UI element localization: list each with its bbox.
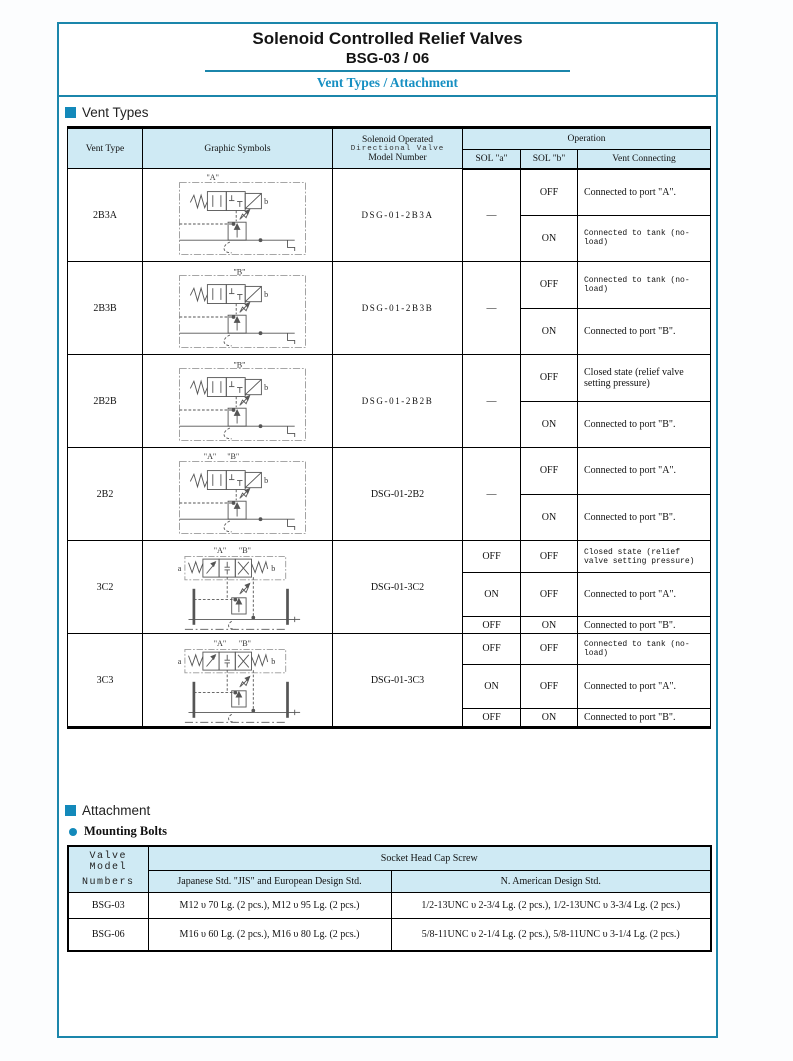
mounting-bolt-row	[68, 893, 711, 919]
col-header-operation: Operation	[463, 128, 711, 150]
model-number-cell: DSG-01-2B3B	[333, 262, 463, 355]
svg-text:b: b	[270, 656, 275, 666]
vent-type-cell: 3C3	[68, 634, 143, 728]
sol-b-cell: OFF	[521, 541, 578, 573]
vent-type-state-row	[68, 541, 711, 573]
graphic-symbol-cell	[143, 541, 333, 634]
graphic-symbol-cell	[143, 448, 333, 541]
vent-connecting-cell: Connected to tank (no-load)	[578, 215, 711, 262]
col-header-jis-std: Japanese Std. "JIS" and European Design Std.	[148, 870, 391, 892]
hydraulic-symbol-3pos	[152, 542, 324, 632]
sol-b-cell: OFF	[521, 262, 578, 309]
vent-type-state-row	[68, 169, 711, 216]
svg-text:"B": "B"	[233, 267, 245, 277]
sol-a-cell: ON	[463, 573, 521, 617]
sol-b-cell: ON	[521, 617, 578, 634]
svg-text:b: b	[263, 197, 268, 207]
vent-type-cell: 2B2B	[68, 355, 143, 448]
vent-type-state-row	[68, 355, 711, 402]
graphic-symbol-cell	[143, 355, 333, 448]
sol-b-cell: OFF	[521, 573, 578, 617]
vent-connecting-cell: Connected to port "A".	[578, 448, 711, 495]
vent-connecting-cell: Closed state (relief valve setting pressure)	[578, 355, 711, 402]
hydraulic-symbol-2pos	[152, 263, 324, 353]
sol-b-cell: ON	[521, 708, 578, 727]
col-header-sol-b: SOL "b"	[521, 150, 578, 169]
valve-model-line2: Numbers	[81, 877, 135, 888]
svg-text:"A": "A"	[213, 545, 226, 555]
model-number-cell: DSG-01-3C3	[333, 634, 463, 728]
svg-text:"A": "A"	[213, 638, 226, 648]
col-header-graphic-symbols: Graphic Symbols	[143, 128, 333, 169]
vent-connecting-cell: Connected to port "B".	[578, 617, 711, 634]
square-bullet-icon	[65, 805, 76, 816]
svg-text:b: b	[263, 476, 268, 486]
col-header-vent-type: Vent Type	[68, 128, 143, 169]
vent-type-state-row	[68, 448, 711, 495]
col-header-vent-connecting: Vent Connecting	[578, 150, 711, 169]
square-bullet-icon	[65, 107, 76, 118]
model-header-line2: Directional Valve	[350, 144, 445, 153]
model-header-line1: Solenoid Operated	[362, 134, 433, 145]
sol-a-cell: —	[463, 355, 521, 448]
sol-b-cell: OFF	[521, 664, 578, 708]
mounting-bolt-row	[68, 919, 711, 951]
vent-connecting-cell: Connected to tank (no-load)	[578, 262, 711, 309]
sol-a-cell: ON	[463, 664, 521, 708]
sol-a-cell: OFF	[463, 617, 521, 634]
sol-b-cell: ON	[521, 215, 578, 262]
svg-text:"B": "B"	[238, 638, 251, 648]
svg-text:b: b	[263, 383, 268, 393]
sol-b-cell: ON	[521, 494, 578, 541]
graphic-symbol-cell	[143, 262, 333, 355]
svg-text:"B": "B"	[233, 360, 245, 370]
valve-model-cell: BSG-03	[68, 893, 148, 919]
vent-connecting-cell: Connected to port "B".	[578, 494, 711, 541]
vent-connecting-cell: Connected to port "A".	[578, 664, 711, 708]
page-title: Solenoid Controlled Relief Valves	[252, 29, 523, 48]
graphic-symbol-cell	[143, 634, 333, 728]
sol-a-cell: —	[463, 262, 521, 355]
vent-connecting-cell: Connected to port "B".	[578, 308, 711, 355]
vent-connecting-cell: Connected to port "B".	[578, 401, 711, 448]
vent-type-cell: 3C2	[68, 541, 143, 634]
sol-b-cell: OFF	[521, 448, 578, 495]
col-header-socket-head-cap-screw: Socket Head Cap Screw	[148, 846, 711, 870]
model-header-line3: Model Number	[368, 152, 427, 163]
section-tab-title: Vent Types / Attachment	[316, 75, 459, 90]
sol-b-cell: ON	[521, 308, 578, 355]
graphic-symbol-cell	[143, 169, 333, 262]
vent-types-table-body	[68, 169, 711, 728]
sol-a-cell: OFF	[463, 634, 521, 665]
vent-types-heading	[65, 105, 710, 120]
document-header	[59, 24, 716, 97]
svg-text:"A": "A"	[203, 451, 216, 461]
na-spec-cell: 1/2-13UNC υ 2-3/4 Lg. (2 pcs.), 1/2-13UNC υ 3-3/4 Lg. (2 pcs.)	[391, 893, 711, 919]
col-header-sol-a: SOL "a"	[463, 150, 521, 169]
vent-type-cell: 2B2	[68, 448, 143, 541]
model-number-cell: DSG-01-2B2B	[333, 355, 463, 448]
model-series-title: BSG-03 / 06	[345, 50, 430, 67]
sol-b-cell: OFF	[521, 634, 578, 665]
na-spec-cell: 5/8-11UNC υ 2-1/4 Lg. (2 pcs.), 5/8-11UNC υ 3-1/4 Lg. (2 pcs.)	[391, 919, 711, 951]
mounting-bolts-table	[67, 845, 712, 952]
attachment-heading	[65, 803, 710, 818]
vent-connecting-cell: Connected to tank (no-load)	[578, 634, 711, 665]
hydraulic-symbol-2pos	[152, 449, 324, 539]
vent-types-table	[67, 126, 711, 729]
vent-connecting-cell: Closed state (relief valve setting pressure)	[578, 541, 711, 573]
vent-types-heading-label: Vent Types	[82, 105, 149, 120]
vent-type-cell: 2B3B	[68, 262, 143, 355]
col-header-valve-model	[68, 846, 148, 893]
hydraulic-symbol-3pos	[152, 635, 324, 725]
attachment-heading-label: Attachment	[82, 803, 151, 818]
svg-text:"A": "A"	[206, 172, 219, 182]
dot-bullet-icon	[69, 828, 77, 836]
model-number-cell: DSG-01-2B2	[333, 448, 463, 541]
sol-b-cell: ON	[521, 401, 578, 448]
mounting-bolts-subheading	[69, 824, 710, 839]
col-header-na-std: N. American Design Std.	[391, 870, 711, 892]
vent-connecting-cell: Connected to port "B".	[578, 708, 711, 727]
sol-a-cell: —	[463, 169, 521, 262]
sol-b-cell: OFF	[521, 169, 578, 216]
valve-model-cell: BSG-06	[68, 919, 148, 951]
svg-text:"B": "B"	[226, 451, 239, 461]
svg-text:a: a	[177, 563, 181, 573]
col-header-model-number	[333, 128, 463, 169]
sol-a-cell: —	[463, 448, 521, 541]
svg-text:b: b	[263, 290, 268, 300]
vent-connecting-cell: Connected to port "A".	[578, 169, 711, 216]
page-content	[59, 105, 716, 952]
vent-connecting-cell: Connected to port "A".	[578, 573, 711, 617]
sol-b-cell: OFF	[521, 355, 578, 402]
model-number-cell: DSG-01-3C2	[333, 541, 463, 634]
mounting-bolts-label: Mounting Bolts	[84, 824, 168, 838]
valve-model-line1: Valve Model	[89, 851, 127, 873]
sol-a-cell: OFF	[463, 708, 521, 727]
model-number-cell: DSG-01-2B3A	[333, 169, 463, 262]
hydraulic-symbol-2pos	[152, 170, 324, 260]
svg-text:a: a	[177, 656, 181, 666]
vent-type-cell: 2B3A	[68, 169, 143, 262]
hydraulic-symbol-2pos	[152, 356, 324, 446]
vent-type-state-row	[68, 262, 711, 309]
jis-spec-cell: M16 υ 60 Lg. (2 pcs.), M16 υ 80 Lg. (2 pcs.)	[148, 919, 391, 951]
vent-type-state-row	[68, 634, 711, 665]
sol-a-cell: OFF	[463, 541, 521, 573]
document-frame	[57, 22, 718, 1038]
jis-spec-cell: M12 υ 70 Lg. (2 pcs.), M12 υ 95 Lg. (2 pcs.)	[148, 893, 391, 919]
mounting-bolts-table-body	[68, 893, 711, 951]
svg-text:b: b	[270, 563, 275, 573]
svg-text:"B": "B"	[238, 545, 251, 555]
